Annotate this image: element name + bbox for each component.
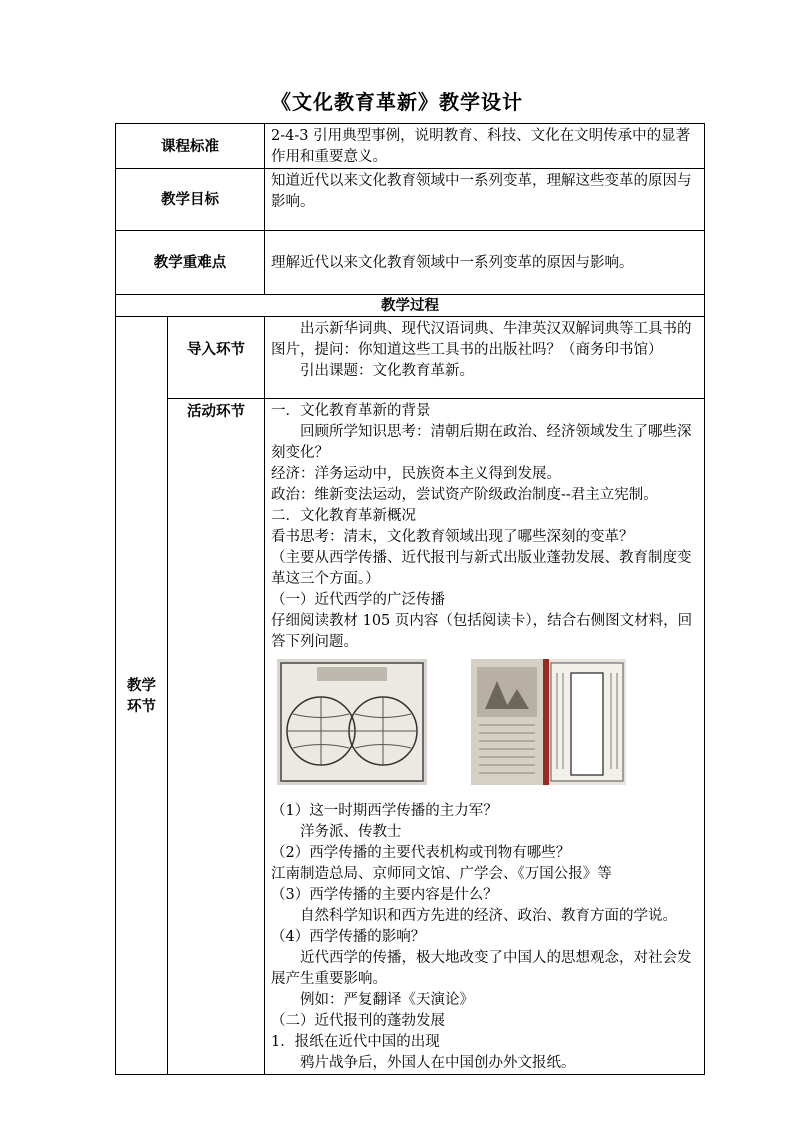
activity-line: 例如：严复翻译《天演论》 xyxy=(300,992,474,1008)
activity-line: 回顾所学知识思考：清朝后期在政治、经济领域发生了哪些深刻变化？ xyxy=(271,424,692,461)
activity-line: 政治：维新变法运动，尝试资产阶级政治制度--君主立宪制。 xyxy=(271,487,658,503)
activity-content xyxy=(265,399,705,1075)
activity-line: 1．报纸在近代中国的出现 xyxy=(271,1034,440,1050)
standard-row xyxy=(116,124,705,169)
intro-line: 出示新华词典、现代汉语词典、牛津英汉双解词典等工具书的图片，提问：你知道这些工具书的出版社吗？（商务印书馆） xyxy=(271,321,692,358)
gezhi-huibian-image xyxy=(471,659,626,785)
goal-label: 教学目标 xyxy=(116,169,265,231)
side-label-line-1: 教学 xyxy=(127,676,156,694)
activity-label: 活动环节 xyxy=(168,399,265,1075)
activity-line: （一）近代西学的广泛传播 xyxy=(271,592,445,608)
goal-row xyxy=(116,169,705,231)
illustration-row xyxy=(271,659,698,787)
activity-line: 近代西学的传播，极大地改变了中国人的思想观念，对社会发展产生重要影响。 xyxy=(271,950,692,987)
intro-content xyxy=(265,317,705,399)
goal-text: 知道近代以来文化教育领域中一系列变革，理解这些变革的原因与影响。 xyxy=(265,169,705,231)
lesson-plan-table xyxy=(115,123,705,1075)
activity-line: 仔细阅读教材 105 页内容（包括阅读卡），结合右侧图文材料，回答下列问题。 xyxy=(271,613,693,650)
process-header xyxy=(116,295,705,317)
activity-line: 一．文化教育革新的背景 xyxy=(271,403,431,419)
activity-row xyxy=(116,399,705,1075)
standard-text: 2-4-3 引用典型事例，说明教育、科技、文化在文明传承中的显著作用和重要意义。 xyxy=(265,124,705,169)
process-header-text: 教学过程 xyxy=(381,297,439,314)
intro-line: 引出课题：文化教育革新。 xyxy=(300,363,474,379)
activity-line: （1）这一时期西学传播的主力军？ xyxy=(271,803,498,819)
activity-line: 洋务派、传教士 xyxy=(300,824,402,840)
activity-line: 经济：洋务运动中，民族资本主义得到发展。 xyxy=(271,466,561,482)
standard-label: 课程标准 xyxy=(116,124,265,169)
activity-line: 鸦片战争后，外国人在中国创办外文报纸。 xyxy=(300,1055,576,1071)
document-title: 《文化教育革新》教学设计 xyxy=(271,90,523,114)
activity-line: （4）西学传播的影响？ xyxy=(271,929,426,945)
activity-line: 江南制造总局、京师同文馆、广学会、《万国公报》等 xyxy=(271,866,612,882)
activity-line: （二）近代报刊的蓬勃发展 xyxy=(271,1013,445,1029)
activity-line: （主要从西学传播、近代报刊与新式出版业蓬勃发展、教育制度变革这三个方面。） xyxy=(271,550,692,587)
intro-label: 导入环节 xyxy=(168,317,265,399)
side-label-line-2: 环节 xyxy=(127,697,156,715)
activity-line: 看书思考：清末，文化教育领域出现了哪些深刻的变革？ xyxy=(271,529,634,545)
key-label: 教学重难点 xyxy=(116,231,265,295)
activity-line: （3）西学传播的主要内容是什么？ xyxy=(271,887,498,903)
intro-row xyxy=(116,317,705,399)
activity-line: 自然科学知识和西方先进的经济、政治、教育方面的学说。 xyxy=(300,908,677,924)
process-header-row xyxy=(116,295,705,317)
activity-line: 二．文化教育革新概况 xyxy=(271,508,416,524)
activity-line: （2）西学传播的主要代表机构或刊物有哪些？ xyxy=(271,845,571,861)
wanguo-gongbao-image xyxy=(277,659,427,785)
key-text: 理解近代以来文化教育领域中一系列变革的原因与影响。 xyxy=(265,231,705,295)
section-side-label xyxy=(116,317,168,1075)
key-row xyxy=(116,231,705,295)
